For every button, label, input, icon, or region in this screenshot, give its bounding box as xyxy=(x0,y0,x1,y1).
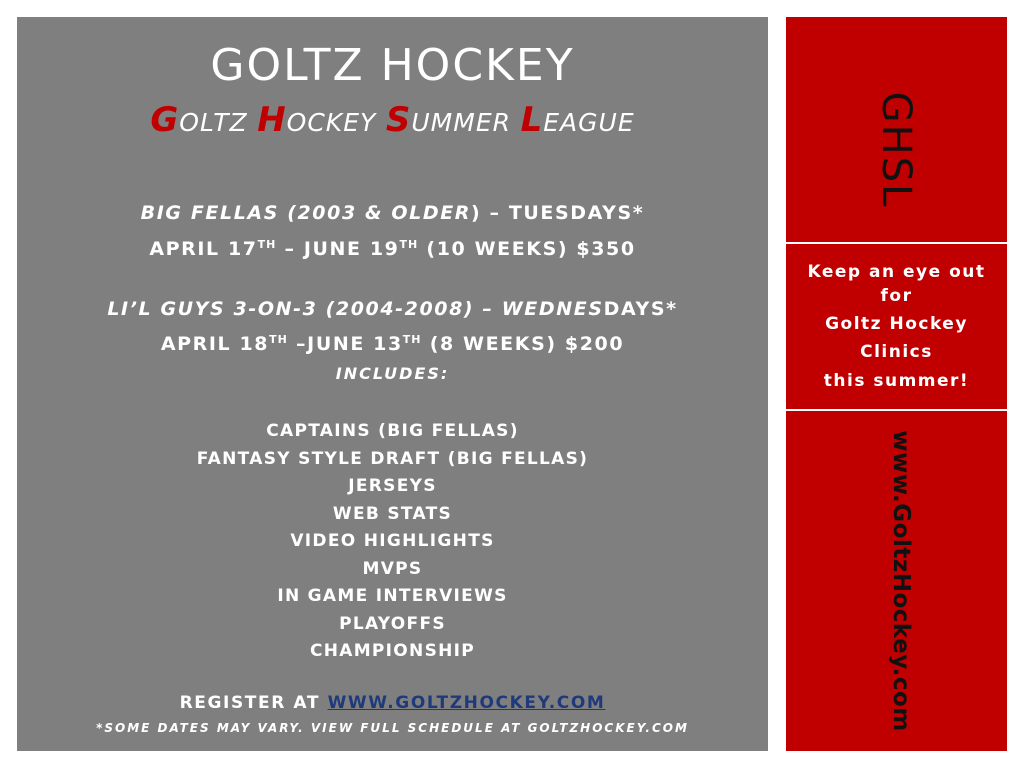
promo-line: this summer! xyxy=(823,371,970,391)
ghsl-logo-text: GHSL xyxy=(873,91,919,209)
big-fellas-heading: BIG FELLAS (2003 & OLDER) – TUESDAYS* xyxy=(140,202,645,224)
subtitle-word: GOLTZ xyxy=(150,100,248,140)
website-panel xyxy=(786,411,1007,751)
list-item: CAPTAINS (BIG FELLAS) xyxy=(266,421,519,441)
promo-line: for xyxy=(880,286,913,306)
subtitle-word: LEAGUE xyxy=(520,100,635,140)
website-text: www.GoltzHockey.com xyxy=(888,430,914,732)
main-panel xyxy=(17,17,768,751)
promo-panel xyxy=(786,244,1007,409)
register-link[interactable]: WWW.GOLTZHOCKEY.COM xyxy=(327,693,606,713)
subtitle-word: SUMMER xyxy=(385,100,511,140)
list-item: FANTASY STYLE DRAFT (BIG FELLAS) xyxy=(196,448,589,469)
list-item: IN GAME INTERVIEWS xyxy=(277,586,508,606)
list-item: VIDEO HIGHLIGHTS xyxy=(290,531,495,551)
lil-guys-dates: APRIL 18TH –JUNE 13TH (8 WEEKS) $200 xyxy=(160,333,625,355)
list-item: WEB STATS xyxy=(332,503,453,524)
lil-guys-heading: LI’L GUYS 3-ON-3 (2004-2008) – WEDNESDAYS* xyxy=(107,298,678,320)
footnote: *SOME DATES MAY VARY. VIEW FULL SCHEDULE AT GOLTZHOCKEY.COM xyxy=(96,721,689,735)
list-item: PLAYOFFS xyxy=(339,613,446,634)
subtitle-word: HOCKEY xyxy=(257,100,377,140)
logo-panel xyxy=(786,17,1007,242)
big-fellas-dates: APRIL 17TH – JUNE 19TH (10 WEEKS) $350 xyxy=(149,238,636,260)
promo-line: Goltz Hockey xyxy=(825,314,968,334)
page-title: GOLTZ HOCKEY xyxy=(210,40,575,91)
league-subtitle xyxy=(17,100,768,143)
promo-line: Keep an eye out xyxy=(807,262,986,282)
register-line: REGISTER AT WWW.GOLTZHOCKEY.COM xyxy=(179,693,606,713)
includes-list xyxy=(17,419,768,667)
list-item: MVPS xyxy=(362,558,423,579)
list-item: JERSEYS xyxy=(348,476,437,496)
promo-line: Clinics xyxy=(860,342,933,362)
includes-label: INCLUDES: xyxy=(335,364,450,383)
list-item: CHAMPIONSHIP xyxy=(309,641,476,661)
